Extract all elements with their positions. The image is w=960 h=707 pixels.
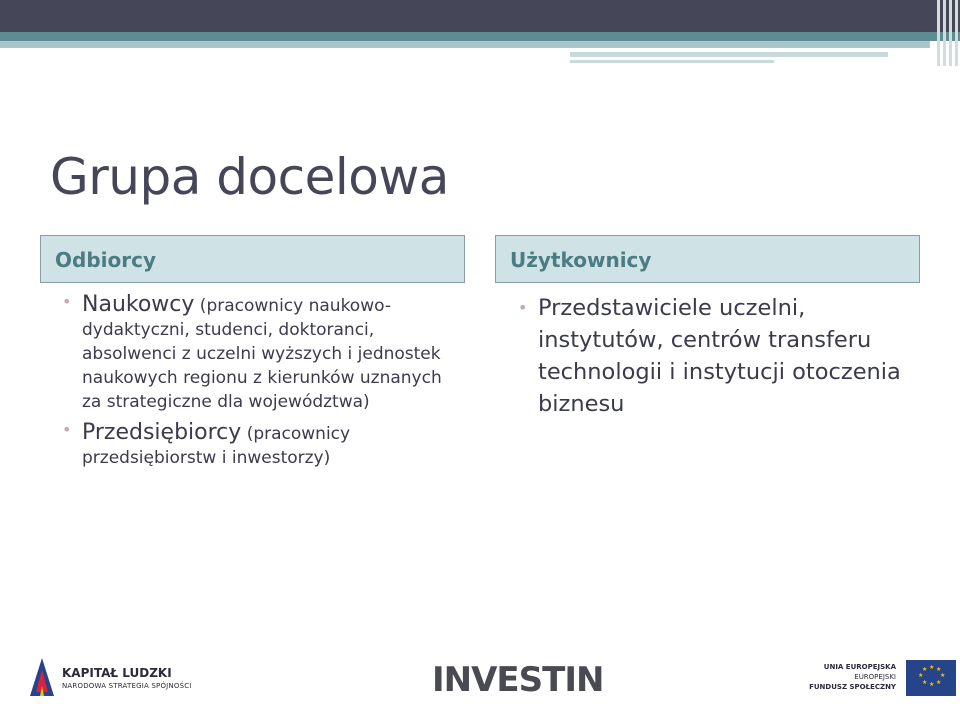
top-bar — [0, 0, 960, 32]
eu-flag-icon — [906, 660, 956, 696]
list-item — [54, 420, 449, 470]
left-column-header — [40, 235, 465, 283]
item-detail: (pracownicy naukowo-dydaktyczni, studenci, doktoranci, absolwenci z uczelni wyższych i jednostek naukowych regionu z kierunków uznanych za strategiczne dla województwa) — [82, 296, 442, 412]
slide-title: Grupa docelowa — [50, 148, 449, 206]
bullet-icon: • — [62, 292, 72, 311]
decor-stripe — [570, 52, 888, 57]
right-column-header-label: Użytkownicy — [510, 248, 652, 272]
kapital-ludzki-logo — [26, 656, 196, 702]
bullet-icon: • — [62, 420, 72, 439]
ue-efs-text — [809, 662, 896, 692]
decor-edge-lines — [930, 0, 960, 66]
item-lead: Naukowcy — [82, 292, 195, 317]
item-text: Przedstawiciele uczelni, instytutów, centrów transferu technologii i instytucji otoczenia biznesu — [538, 295, 901, 417]
kapital-ludzki-icon — [26, 656, 58, 702]
decor-stripe — [0, 32, 960, 41]
left-column-header-label: Odbiorcy — [55, 248, 156, 272]
right-column-content — [510, 292, 915, 420]
decor-stripe — [570, 60, 774, 63]
decor-stripe — [0, 41, 930, 48]
svg-text:★: ★ — [936, 679, 942, 686]
svg-text:★: ★ — [918, 672, 924, 679]
list-item — [510, 292, 915, 420]
ue-line-2: EUROPEJSKI — [854, 673, 896, 681]
svg-text:★: ★ — [929, 681, 935, 688]
left-column-content — [54, 292, 449, 470]
kapital-ludzki-name: KAPITAŁ LUDZKI — [62, 666, 172, 680]
item-detail: (pracownicy przedsiębiorstw i inwestorzy) — [82, 424, 351, 468]
svg-text:★: ★ — [929, 664, 935, 671]
item-lead: Przedsiębiorcy — [82, 420, 242, 445]
svg-text:★: ★ — [936, 666, 942, 673]
list-item — [54, 292, 449, 414]
ue-efs-logo — [804, 660, 956, 700]
svg-text:★: ★ — [922, 679, 928, 686]
bullet-icon: • — [518, 298, 528, 317]
svg-text:★: ★ — [940, 672, 946, 679]
kapital-ludzki-subtitle: NARODOWA STRATEGIA SPÓJNOŚCI — [62, 682, 192, 690]
ue-line-1: UNIA EUROPEJSKA — [823, 663, 896, 671]
ue-line-3: FUNDUSZ SPOŁECZNY — [809, 683, 896, 691]
right-column-header — [495, 235, 920, 283]
svg-text:★: ★ — [922, 666, 928, 673]
investin-logo: INVESTIN — [432, 660, 604, 700]
